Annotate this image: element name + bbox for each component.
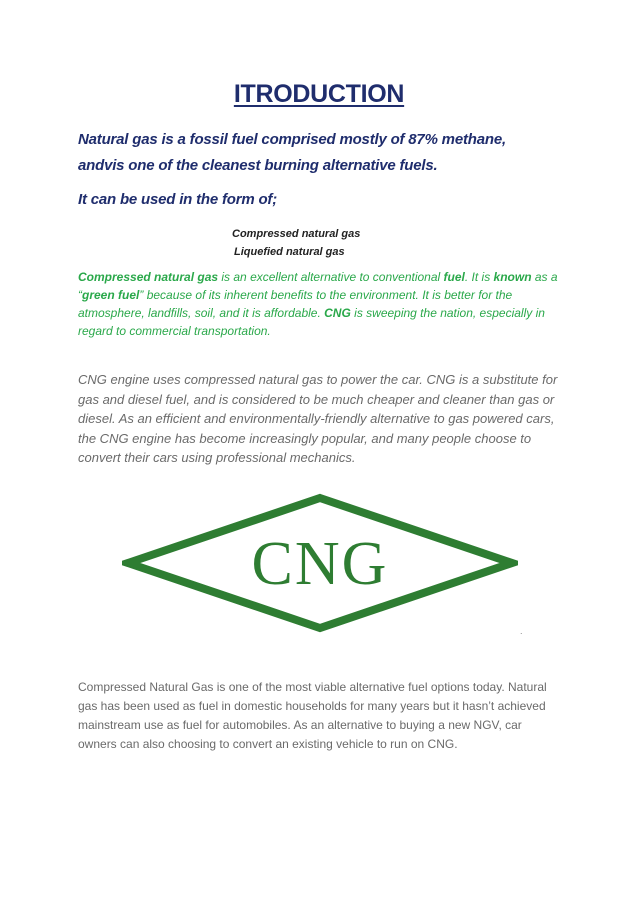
list-item: Compressed natural gas (232, 228, 361, 240)
intro-line-1: Natural gas is a fossil fuel comprised mostly of 87% methane, (78, 131, 506, 148)
bold-term: green fuel (82, 288, 140, 302)
intro-forms-lead: It can be used in the form of; (78, 191, 278, 208)
text-run: as a “ (78, 270, 558, 302)
bold-term: CNG (324, 306, 351, 320)
intro-paragraph (78, 127, 578, 179)
intro-line-2: andvis one of the cleanest burning alternative fuels. (78, 157, 438, 174)
text-run: is sweeping the nation, especially in regard to commercial transportation. (78, 306, 545, 338)
cng-engine-paragraph: CNG engine uses compressed natural gas to power the car. CNG is a substitute for gas and diesel fuel, and is considered to be much cheaper and cleaner than gas or diesel. As an efficient and environmentally-friendly alternative to gas powered cars, the CNG engine has become increasingly popular, and many people choose to convert their cars using professional mechanics. (78, 372, 558, 465)
bold-term: Compressed natural gas (78, 270, 219, 284)
page-title: ITRODUCTION (233, 80, 405, 108)
bold-term: known (493, 270, 532, 284)
cng-alternative-paragraph: Compressed Natural Gas is one of the most viable alternative fuel options today. Natural gas has been used as fuel in domestic households for many years but it hasn’t achieved mainstream use as fuel for automobiles. As an alternative to buying a new NGV, car owners can also choosing to convert an existing vehicle to run on CNG. (78, 680, 547, 751)
text-run: . It is (464, 270, 494, 284)
text-run: ” because of its inherent benefits to the environment. It is better for the atmosphere, landfills, soil, and it is affordable. (78, 288, 513, 320)
cng-logo-image (122, 492, 518, 634)
stray-dot: . (520, 626, 523, 636)
list-item: Liquefied natural gas (234, 246, 345, 258)
bold-term: fuel (443, 270, 465, 284)
forms-list (232, 225, 360, 261)
cng-green-fuel-paragraph (78, 268, 563, 340)
logo-text: CNG (251, 530, 389, 598)
text-run: is an excellent alternative to conventional (218, 270, 444, 284)
